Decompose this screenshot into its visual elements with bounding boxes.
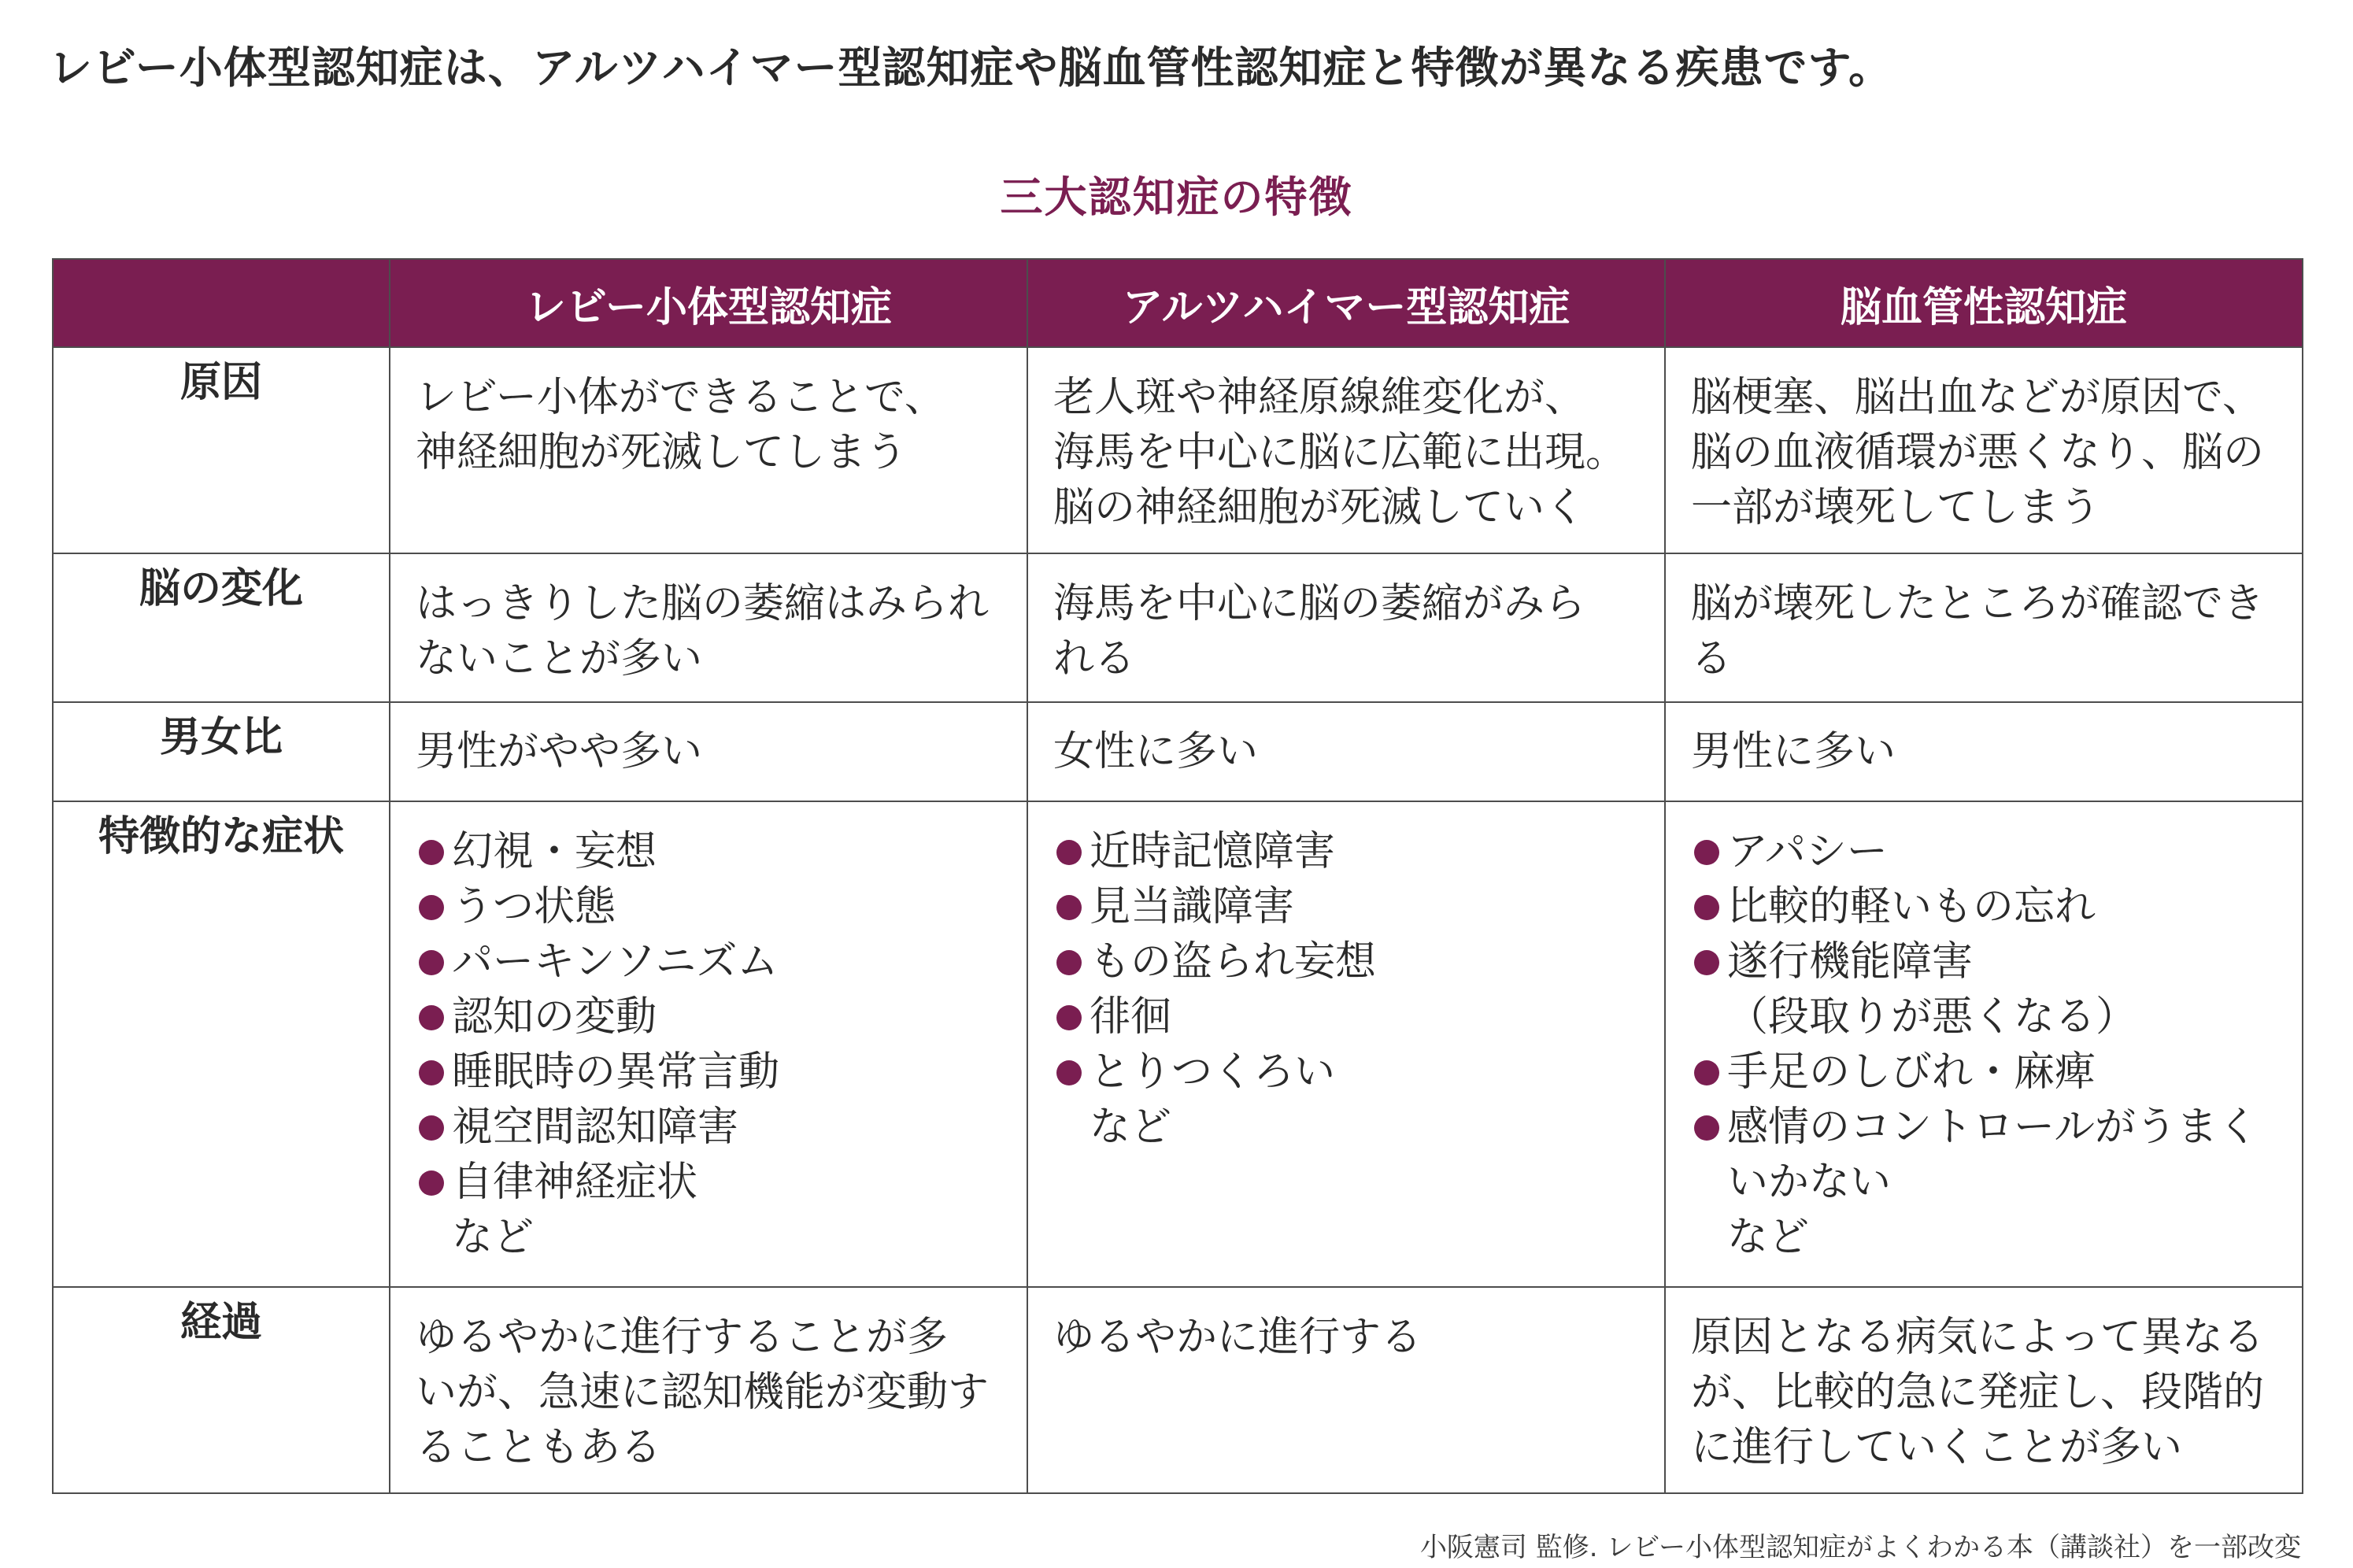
symptom-text: アパシー bbox=[1727, 828, 1888, 875]
symptom-text: 視空間認知障害 bbox=[452, 1104, 739, 1151]
symptom-text: 徘徊 bbox=[1090, 993, 1172, 1041]
symptom-list bbox=[416, 824, 1008, 1210]
bullet-icon bbox=[1056, 950, 1082, 975]
symptom-text: 手足のしびれ・麻痺 bbox=[1727, 1048, 2096, 1096]
header-lewy: レビー小体型認知症 bbox=[390, 259, 1027, 347]
row-label-cause: 原因 bbox=[53, 347, 390, 553]
text-line: ないことが多い bbox=[416, 635, 703, 682]
symptom-text: 自律神経症状 bbox=[452, 1159, 698, 1206]
symptom-text: 見当識障害 bbox=[1090, 883, 1295, 930]
text-line: ゆるやかに進行することが多 bbox=[416, 1314, 949, 1361]
symptom-text: 近時記憶障害 bbox=[1090, 828, 1336, 875]
list-item bbox=[416, 1155, 1008, 1210]
row-sex-ratio bbox=[53, 702, 2303, 801]
symptoms-alzheimer bbox=[1027, 801, 1665, 1287]
text-line: 一部が壊死してしまう bbox=[1691, 484, 2101, 531]
bullet-icon bbox=[1056, 1060, 1082, 1085]
bullet-icon bbox=[1694, 1115, 1719, 1141]
sex-ratio-lewy: 男性がやや多い bbox=[390, 702, 1027, 801]
course-alzheimer bbox=[1027, 1287, 1665, 1493]
text-line: 脳が壊死したところが確認でき bbox=[1691, 580, 2265, 627]
bullet-icon bbox=[1056, 895, 1082, 920]
text-line: 神経細胞が死滅してしまう bbox=[416, 429, 908, 476]
text-line: に進行していくことが多い bbox=[1691, 1424, 2183, 1471]
list-item bbox=[416, 824, 1008, 879]
list-item bbox=[1053, 989, 1645, 1045]
list-item bbox=[416, 989, 1008, 1045]
bullet-icon bbox=[1694, 950, 1719, 975]
list-item bbox=[1053, 934, 1645, 989]
text-line: 老人斑や神経原線維変化が、 bbox=[1053, 374, 1586, 421]
header-row bbox=[53, 259, 2303, 347]
comparison-table bbox=[52, 258, 2303, 1494]
text-line: いが、急速に認知機能が変動す bbox=[416, 1369, 990, 1416]
cause-vascular bbox=[1665, 347, 2303, 553]
bullet-icon bbox=[419, 895, 444, 920]
text-line: れる bbox=[1053, 635, 1136, 682]
brain-change-alzheimer bbox=[1027, 553, 1665, 702]
course-lewy bbox=[390, 1287, 1027, 1493]
list-item-continuation: （段取りが悪くなる） bbox=[1727, 993, 2137, 1041]
text-line: が、比較的急に発症し、段階的 bbox=[1691, 1369, 2265, 1416]
bullet-icon bbox=[419, 1060, 444, 1085]
header-alzheimer: アルツハイマー型認知症 bbox=[1027, 259, 1665, 347]
list-item bbox=[1691, 1045, 2283, 1100]
bullet-icon bbox=[1694, 895, 1719, 920]
text-line: 脳の神経細胞が死滅していく bbox=[1053, 484, 1586, 531]
symptom-text: 感情のコントロールがうまく bbox=[1727, 1104, 2259, 1151]
list-item bbox=[416, 1045, 1008, 1100]
sex-ratio-alzheimer: 女性に多い bbox=[1027, 702, 1665, 801]
symptom-text: 認知の変動 bbox=[452, 993, 657, 1041]
text-line: 脳梗塞、脳出血などが原因で、 bbox=[1691, 374, 2263, 421]
symptoms-lewy bbox=[390, 801, 1027, 1287]
text-line: 海馬を中心に脳に広範に出現。 bbox=[1053, 429, 1627, 476]
row-brain-change bbox=[53, 553, 2303, 702]
cause-alzheimer bbox=[1027, 347, 1665, 553]
list-item bbox=[1691, 824, 2283, 879]
symptom-list bbox=[1691, 824, 2283, 1210]
text-line: 原因となる病気によって異なる bbox=[1691, 1314, 2265, 1361]
bullet-icon bbox=[419, 1005, 444, 1030]
symptom-list bbox=[1053, 824, 1645, 1100]
list-item bbox=[1691, 934, 2283, 989]
row-course bbox=[53, 1287, 2303, 1493]
list-item bbox=[1053, 824, 1645, 879]
list-item bbox=[1053, 1045, 1645, 1100]
brain-change-vascular bbox=[1665, 553, 2303, 702]
text-line: はっきりした脳の萎縮はみられ bbox=[416, 580, 990, 627]
list-item bbox=[1691, 1100, 2283, 1155]
sex-ratio-vascular: 男性に多い bbox=[1665, 702, 2303, 801]
row-label-course: 経過 bbox=[53, 1287, 390, 1493]
table-title: 三大認知症の特徴 bbox=[1000, 172, 1353, 222]
text-line: 海馬を中心に脳の萎縮がみら bbox=[1053, 580, 1586, 627]
row-label-brain-change: 脳の変化 bbox=[53, 553, 390, 702]
header-blank bbox=[53, 259, 390, 347]
list-item bbox=[416, 934, 1008, 989]
symptom-text: 睡眠時の異常言動 bbox=[452, 1048, 780, 1096]
brain-change-lewy bbox=[390, 553, 1027, 702]
text-line: ることもある bbox=[416, 1424, 662, 1471]
course-vascular bbox=[1665, 1287, 2303, 1493]
row-label-sex-ratio: 男女比 bbox=[53, 702, 390, 801]
row-label-symptoms: 特徴的な症状 bbox=[53, 801, 390, 1287]
list-tail: など bbox=[1090, 1104, 1172, 1151]
list-item bbox=[1691, 879, 2283, 934]
bullet-icon bbox=[419, 950, 444, 975]
symptom-text: 幻視・妄想 bbox=[452, 828, 657, 875]
bullet-icon bbox=[419, 1115, 444, 1141]
list-item bbox=[416, 1100, 1008, 1155]
symptom-text: 遂行機能障害 bbox=[1727, 938, 1974, 986]
cause-lewy bbox=[390, 347, 1027, 553]
bullet-icon bbox=[1694, 1060, 1719, 1085]
bullet-icon bbox=[419, 1170, 444, 1196]
symptom-text: 比較的軽いもの忘れ bbox=[1727, 883, 2096, 930]
source-citation: 小阪憲司 監修. レビー小体型認知症がよくわかる本（講談社）を一部改変 bbox=[1419, 1532, 2301, 1563]
text-line: 脳の血液循環が悪くなり、脳の bbox=[1691, 429, 2265, 476]
bullet-icon bbox=[419, 840, 444, 865]
bullet-icon bbox=[1056, 840, 1082, 865]
headline: レビー小体型認知症は、アルツハイマー型認知症や脳血管性認知症と特徴が異なる疾患です。 bbox=[49, 43, 1893, 93]
row-symptoms bbox=[53, 801, 2303, 1287]
text-line: レビー小体ができることで、 bbox=[416, 374, 945, 421]
bullet-icon bbox=[1694, 840, 1719, 865]
text-line: る bbox=[1691, 635, 1733, 682]
list-tail: など bbox=[1727, 1214, 1810, 1261]
symptom-text: パーキンソニズム bbox=[452, 938, 779, 986]
bullet-icon bbox=[1056, 1005, 1082, 1030]
text-line: ゆるやかに進行する bbox=[1053, 1314, 1423, 1361]
symptom-text: とりつくろい bbox=[1090, 1048, 1336, 1096]
row-cause bbox=[53, 347, 2303, 553]
list-item bbox=[416, 879, 1008, 934]
list-tail: など bbox=[452, 1214, 535, 1261]
list-item-continuation: いかない bbox=[1727, 1159, 1892, 1206]
header-vascular: 脳血管性認知症 bbox=[1665, 259, 2303, 347]
symptom-text: もの盗られ妄想 bbox=[1090, 938, 1377, 986]
list-item bbox=[1053, 879, 1645, 934]
symptoms-vascular bbox=[1665, 801, 2303, 1287]
symptom-text: うつ状態 bbox=[452, 883, 616, 930]
